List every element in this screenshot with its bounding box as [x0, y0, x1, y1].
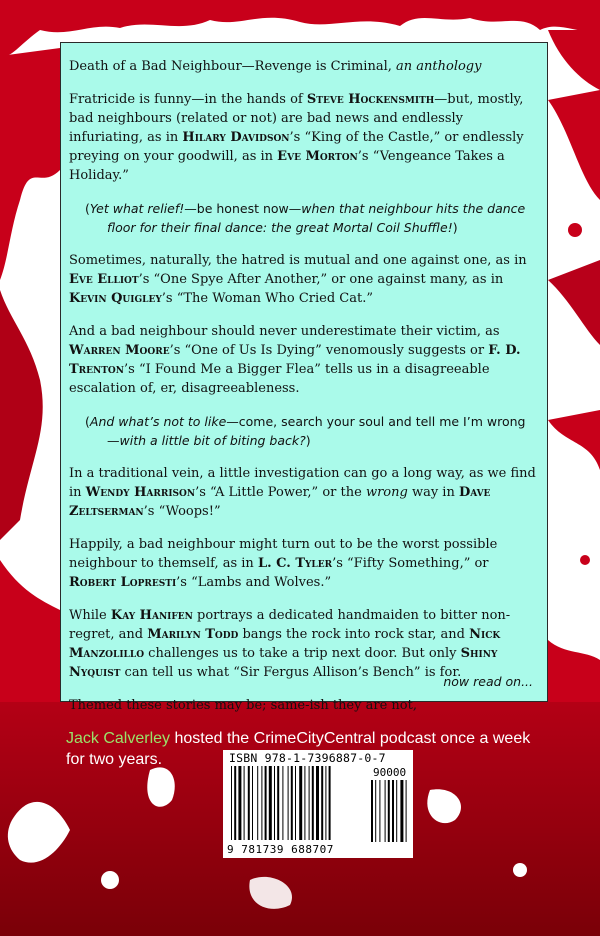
text: While — [69, 608, 111, 623]
isbn-barcode — [223, 750, 413, 858]
barcode-bar — [291, 766, 293, 840]
text: ’s “King of the Castle,” or endlessly preying on your goodwill, as in — [69, 130, 524, 164]
author-name: Kay Hanifen — [110, 608, 193, 623]
text: wrong — [365, 485, 408, 500]
author-name: Marilyn Todd — [147, 627, 239, 642]
isbn-addon: 90000 — [373, 766, 407, 779]
addon-bar — [385, 780, 386, 842]
paragraph-6 — [69, 606, 539, 682]
barcode-bar — [329, 766, 331, 840]
addon-bar — [371, 780, 373, 842]
barcode-bar — [316, 766, 319, 840]
aside-2 — [85, 412, 533, 450]
paragraph-1 — [69, 90, 539, 185]
barcode-bar — [295, 766, 296, 840]
text: ’s “One Spye After Another,” or one against many, as in — [138, 272, 504, 287]
barcode-bar — [248, 766, 250, 840]
text: In a traditional vein, a little investigation can go a long way, as we find in — [69, 466, 536, 500]
text: Fratricide is funny—in the hands of — [69, 92, 307, 107]
text: And a bad neighbour should never underestimate their victim, as — [69, 324, 500, 339]
barcode-bar — [274, 766, 275, 840]
text: ’s “Woops!” — [143, 504, 221, 519]
barcode-bar — [261, 766, 262, 840]
addon-bar — [392, 780, 394, 842]
author-name: Eve Morton — [277, 149, 358, 164]
text: —come, search your soul and tell me I’m wrong— — [107, 414, 526, 448]
text: when that neighbour hits the dance floor for their final dance: the great Mortal Coil Shuffle! — [107, 201, 526, 235]
author-name: Hilary Davidson — [182, 130, 290, 145]
barcode-bar — [309, 766, 310, 840]
text: And what’s not to like — [89, 414, 227, 429]
paragraph-3 — [69, 322, 539, 398]
text: ( — [85, 201, 90, 216]
title-subtitle: an anthology — [396, 59, 482, 74]
text: ’s “One of Us Is Dying” venomously suggests or — [169, 343, 489, 358]
addon-bar — [379, 780, 380, 842]
paragraph-5 — [69, 535, 539, 592]
paragraph-2 — [69, 251, 539, 308]
barcode-bar — [234, 766, 236, 840]
addon-bar — [375, 780, 376, 842]
text: ) — [452, 220, 458, 235]
barcode-bar — [238, 766, 241, 840]
barcode-bar — [325, 766, 326, 840]
text: ( — [85, 414, 90, 429]
author-name: Kevin Quigley — [69, 291, 162, 306]
addon-bar — [406, 780, 407, 842]
text: portrays a dedicated handmaiden to bitter non-regret, and — [69, 608, 511, 642]
text: ’s “The Woman Who Cried Cat.” — [161, 291, 373, 306]
barcode-bar — [288, 766, 289, 840]
author-name: Warren Moore — [69, 343, 170, 358]
barcode-bar — [269, 766, 272, 840]
text: bangs the rock into rock star, and — [238, 627, 470, 642]
author-name: F. D. Trenton — [69, 343, 521, 377]
addon-bar — [396, 780, 397, 842]
title-main: Death of a Bad Neighbour—Revenge is Criminal, — [69, 59, 397, 74]
read-on-text: now read on... — [443, 674, 533, 689]
author-name: Nick Manzolillo — [69, 627, 501, 661]
ean-digits-left: 781739 — [241, 843, 284, 856]
barcode-bar — [277, 766, 279, 840]
ean-digits — [227, 843, 334, 856]
ean-digit-first: 9 — [227, 843, 235, 856]
author-name: Steve Hockensmith — [306, 92, 435, 107]
bio-name: Jack Calverley — [66, 730, 171, 747]
text: with a little bit of biting back? — [119, 433, 306, 448]
author-name: Robert Lopresti — [69, 575, 177, 590]
barcode-bar — [321, 766, 323, 840]
text: —be honest now— — [184, 201, 302, 216]
book-title — [69, 57, 539, 76]
barcode-bar — [252, 766, 253, 840]
text: ’s “I Found Me a Bigger Flea” tells us in a disagreeable escalation of, er, disagreeableness. — [69, 362, 490, 396]
text: Sometimes, naturally, the hatred is mutual and one against one, as in — [69, 253, 527, 268]
text: can tell us what “Sir Fergus Allison’s Bench” is for. — [120, 665, 462, 680]
author-name: Dave Zeltserman — [69, 485, 491, 519]
barcode-bar — [244, 766, 245, 840]
author-name: L. C. Tyler — [257, 556, 333, 571]
author-name: Wendy Harrison — [85, 485, 196, 500]
ean-digits-right: 688707 — [291, 843, 334, 856]
barcode-bar — [312, 766, 314, 840]
blurb-panel — [60, 42, 548, 713]
barcode-bar — [299, 766, 302, 840]
addon-bar — [388, 780, 390, 842]
bio-text: hosted the CrimeCityCentral podcast once a week for two years. — [66, 730, 531, 768]
text: —but, mostly, bad neighbours (related or not) are bad news and endlessly infuriating, as in — [69, 92, 524, 145]
barcode-bar — [265, 766, 267, 840]
paragraph-4 — [69, 464, 539, 521]
text: ’s “Lambs and Wolves.” — [176, 575, 332, 590]
addon-bar — [400, 780, 403, 842]
author-name: Shiny Nyquist — [69, 646, 498, 680]
barcode-bar — [304, 766, 305, 840]
isbn-number: ISBN 978-1-7396887-0-7 — [229, 751, 386, 765]
text: Yet what relief! — [89, 201, 185, 216]
text: ’s “A Little Power,” or the — [195, 485, 366, 500]
text: way in — [407, 485, 459, 500]
author-name: Eve Elliot — [69, 272, 139, 287]
paragraph-7: Themed these stories may be; same-ish they are not, — [69, 698, 417, 713]
barcode-bar — [257, 766, 258, 840]
text: challenges us to take a trip next door. But only — [144, 646, 461, 661]
barcode-bar — [231, 766, 232, 840]
barcode-bar — [282, 766, 283, 840]
aside-1 — [85, 199, 533, 237]
text: ) — [305, 433, 311, 448]
text: ’s “Fifty Something,” or — [332, 556, 489, 571]
text: Happily, a bad neighbour might turn out to be the worst possible neighbour to themself, as in — [69, 537, 498, 571]
text: ’s “Vengeance Takes a Holiday.” — [69, 149, 505, 183]
